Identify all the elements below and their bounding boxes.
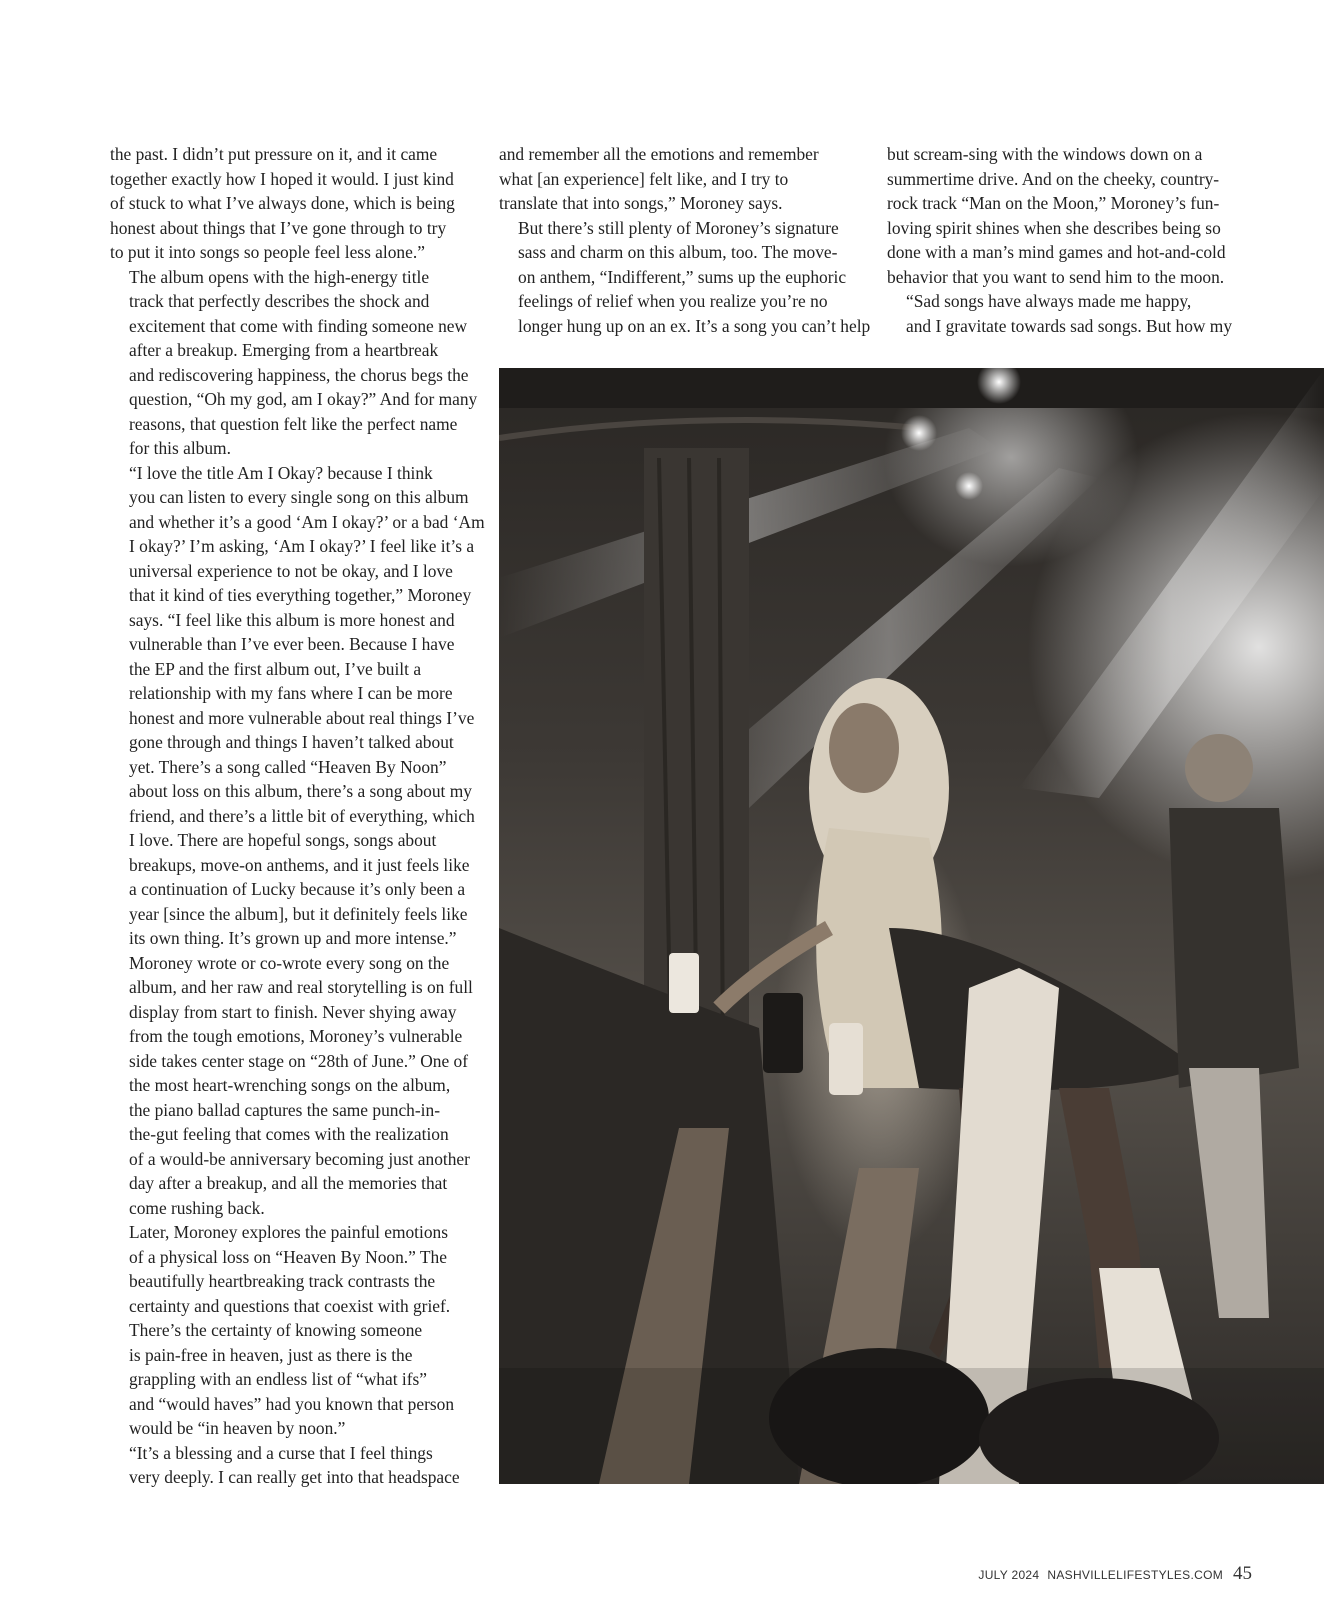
text-line: for this album. (129, 438, 231, 458)
text-line: honest about things that I’ve gone through to try (110, 217, 447, 238)
article-paragraph (887, 289, 1249, 338)
text-line: yet. There’s a song called “Heaven By Noon” (129, 756, 447, 777)
text-line: the EP and the first album out, I’ve built a (129, 658, 422, 679)
article-paragraph (110, 461, 485, 951)
article-column-2 (499, 142, 871, 338)
article-paragraph (110, 142, 472, 265)
text-line: and rediscovering happiness, the chorus begs the (129, 364, 469, 385)
text-line: question, “Oh my god, am I okay?” And for many (129, 389, 478, 409)
concert-photo-illustration (499, 368, 1324, 1484)
text-line: “Sad songs have always made me happy, (906, 291, 1192, 311)
text-line: of a would-be anniversary becoming just another (129, 1148, 470, 1169)
text-line: The album opens with the high-energy title (129, 266, 430, 287)
text-line: come rushing back. (129, 1197, 265, 1218)
text-line: certainty and questions that coexist with grief. (129, 1295, 451, 1316)
concert-photo (499, 368, 1324, 1484)
text-line: feelings of relief when you realize you’re no (518, 291, 828, 311)
article-paragraph (110, 1220, 472, 1441)
text-line: of a physical loss on “Heaven By Noon.” The (129, 1246, 447, 1267)
text-line: excitement that come with finding someone new (129, 315, 468, 336)
text-line: beautifully heartbreaking track contrasts the (129, 1271, 436, 1291)
article-column-3 (887, 142, 1249, 338)
text-line: “It’s a blessing and a curse that I feel things (129, 1442, 433, 1463)
text-line: loving spirit shines when she describes being so (887, 217, 1221, 238)
text-line: to put it into songs so people feel less alone.” (110, 242, 425, 262)
text-line: done with a man’s mind games and hot-and-cold (887, 242, 1226, 262)
text-line: what [an experience] felt like, and I try to (499, 168, 789, 189)
text-line: Moroney wrote or co-wrote every song on the (129, 952, 450, 973)
text-line: year [since the album], but it definitely feels like (129, 903, 468, 924)
text-line: about loss on this album, there’s a song about my (129, 781, 472, 801)
article-paragraph (110, 951, 472, 1221)
article-paragraph (110, 1441, 472, 1490)
text-line: reasons, that question felt like the perfect name (129, 413, 458, 434)
text-line: friend, and there’s a little bit of everything, which (129, 805, 475, 826)
text-line: summertime drive. And on the cheeky, country- (887, 168, 1220, 189)
article-column-1 (110, 142, 485, 1490)
text-line: and I gravitate towards sad songs. But how my (906, 315, 1233, 336)
text-line: breakups, move-on anthems, and it just feels like (129, 854, 470, 875)
text-line: rock track “Man on the Moon,” Moroney’s fun- (887, 193, 1220, 213)
text-line: and whether it’s a good ‘Am I okay?’ or a bad ‘Am (129, 511, 485, 532)
text-line: I okay?’ I’m asking, ‘Am I okay?’ I feel like it’s a (129, 536, 475, 556)
text-line: but scream-sing with the windows down on a (887, 144, 1203, 164)
site-url: NASHVILLELIFESTYLES.COM (1047, 1568, 1223, 1582)
article-paragraph (499, 216, 871, 339)
text-line: Later, Moroney explores the painful emotions (129, 1222, 449, 1242)
text-line: is pain-free in heaven, just as there is the (129, 1344, 413, 1365)
text-line: together exactly how I hoped it would. I just kind (110, 168, 454, 189)
text-line: “I love the title Am I Okay? because I think (129, 462, 433, 483)
text-line: But there’s still plenty of Moroney’s signature (518, 217, 839, 238)
text-line: sass and charm on this album, too. The move- (518, 242, 838, 262)
text-line: on anthem, “Indifferent,” sums up the euphoric (518, 266, 847, 287)
text-line: after a breakup. Emerging from a heartbreak (129, 340, 439, 360)
text-line: a continuation of Lucky because it’s only been a (129, 879, 466, 899)
text-line: relationship with my fans where I can be more (129, 683, 453, 703)
text-line: album, and her raw and real storytelling is on full (129, 977, 473, 997)
text-line: the most heart-wrenching songs on the album, (129, 1075, 451, 1095)
text-line: I love. There are hopeful songs, songs about (129, 830, 437, 850)
text-line: that it kind of ties everything together,” Moroney (129, 585, 472, 605)
text-line: honest and more vulnerable about real things I’ve (129, 707, 475, 728)
text-line: side takes center stage on “28th of June.” One of (129, 1050, 468, 1071)
text-line: vulnerable than I’ve ever been. Because I have (129, 634, 455, 654)
text-line: There’s the certainty of knowing someone (129, 1320, 423, 1340)
text-line: longer hung up on an ex. It’s a song you can’t help (518, 315, 871, 336)
text-line: its own thing. It’s grown up and more intense.” (129, 928, 457, 948)
text-line: would be “in heaven by noon.” (129, 1418, 346, 1438)
text-line: grappling with an endless list of “what ifs” (129, 1369, 427, 1389)
article-paragraph (110, 265, 478, 461)
text-line: the piano ballad captures the same punch-in- (129, 1099, 440, 1120)
text-line: the-gut feeling that comes with the realization (129, 1124, 449, 1144)
page-number: 45 (1233, 1563, 1252, 1584)
text-line: the past. I didn’t put pressure on it, and it came (110, 144, 438, 164)
text-line: and remember all the emotions and remember (499, 144, 819, 164)
text-line: translate that into songs,” Moroney says. (499, 193, 783, 213)
text-line: of stuck to what I’ve always done, which is being (110, 193, 455, 213)
issue-date: JULY 2024 (978, 1568, 1040, 1582)
text-line: track that perfectly describes the shock and (129, 291, 430, 311)
text-line: says. “I feel like this album is more honest and (129, 609, 455, 630)
page-footer (978, 1563, 1252, 1585)
text-line: display from start to finish. Never shying away (129, 1001, 457, 1022)
text-line: behavior that you want to send him to the moon. (887, 266, 1225, 287)
article-paragraph (499, 142, 861, 216)
text-line: day after a breakup, and all the memories that (129, 1173, 448, 1193)
text-line: very deeply. I can really get into that headspace (129, 1467, 460, 1487)
text-line: from the tough emotions, Moroney’s vulnerable (129, 1026, 463, 1046)
text-line: universal experience to not be okay, and I love (129, 560, 453, 581)
text-line: gone through and things I haven’t talked about (129, 732, 454, 752)
article-paragraph (887, 142, 1249, 289)
text-line: you can listen to every single song on this album (129, 487, 469, 507)
text-line: and “would haves” had you known that person (129, 1393, 455, 1414)
